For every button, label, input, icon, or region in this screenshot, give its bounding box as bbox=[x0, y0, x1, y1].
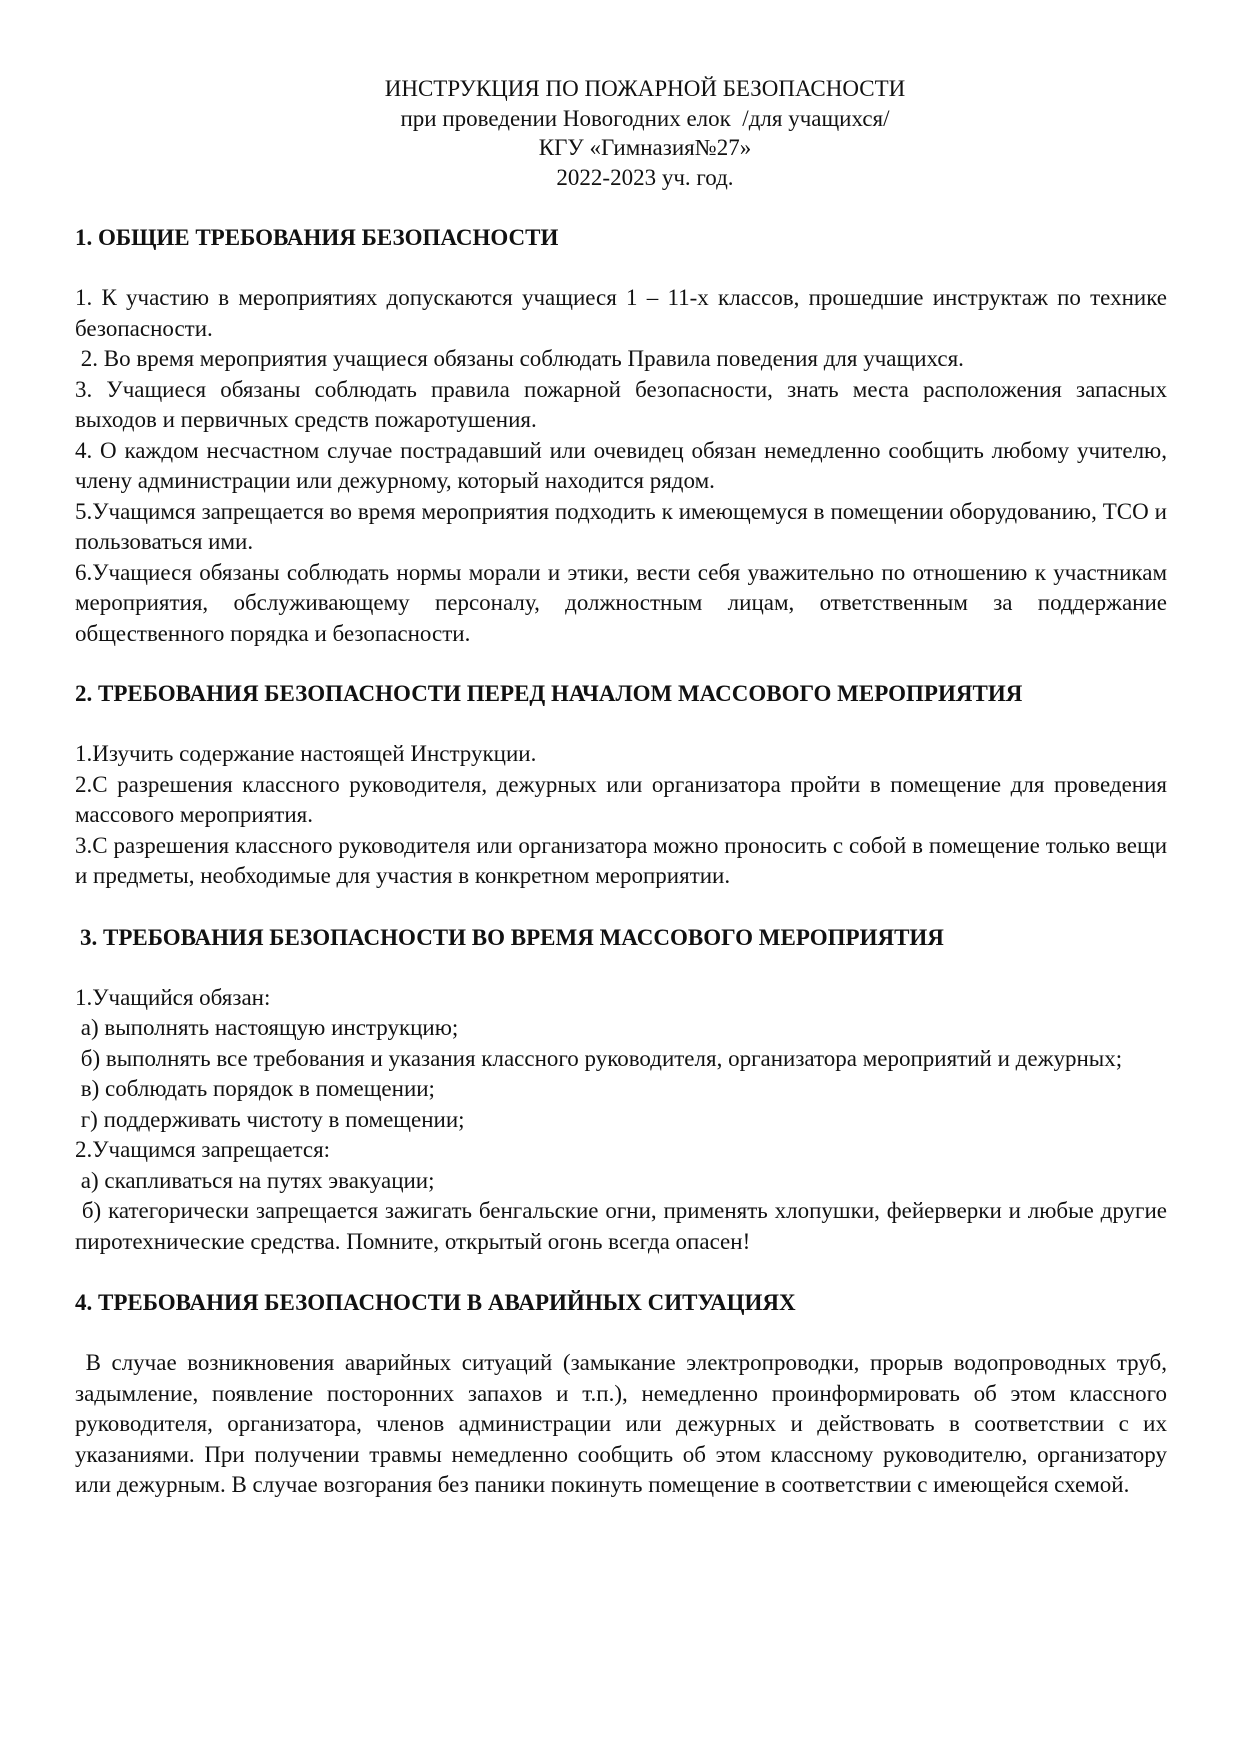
section-1-item: 5.Учащимся запрещается во время мероприятия подходить к имеющемуся в помещении оборудованию, ТСО и пользоваться ими. bbox=[75, 498, 1167, 554]
section-1-item: 1. К участию в мероприятиях допускаются учащиеся 1 – 11-х классов, прошедшие инструктаж по технике безопасности. bbox=[75, 285, 1167, 341]
section-3-item: г) поддерживать чистоту в помещении; bbox=[75, 1106, 465, 1132]
section-1-body bbox=[75, 283, 1167, 649]
section-3-item: а) скапливаться на путях эвакуации; bbox=[75, 1167, 435, 1193]
section-3-heading: 3. ТРЕБОВАНИЯ БЕЗОПАСНОСТИ ВО ВРЕМЯ МАССОВОГО МЕРОПРИЯТИЯ bbox=[80, 924, 944, 950]
section-2-item: 2.С разрешения классного руководителя, дежурных или организатора пройти в помещение для проведения массового мероприятия. bbox=[75, 771, 1167, 827]
section-4-heading: 4. ТРЕБОВАНИЯ БЕЗОПАСНОСТИ В АВАРИЙНЫХ СИТУАЦИЯХ bbox=[75, 1290, 796, 1315]
section-1-item: 2. Во время мероприятия учащиеся обязаны соблюдать Правила поведения для учащихся. bbox=[75, 346, 964, 371]
section-2-item: 3.С разрешения классного руководителя или организатора можно проносить с собой в помещение только вещи и предметы, необходимые для участия в конкретном мероприятии. bbox=[75, 832, 1167, 888]
document-header bbox=[123, 74, 1167, 192]
section-1-heading: 1. ОБЩИЕ ТРЕБОВАНИЯ БЕЗОПАСНОСТИ bbox=[75, 225, 559, 250]
section-4-item: В случае возникновения аварийных ситуаций (замыкание электропроводки, прорыв водопроводных труб, задымление, появление посторонних запахов и т.п.), немедленно проинформировать об этом классного руководителя, организатора, членов администрации или дежурных и действовать в соответствии с их указаниями. При получении травмы немедленно сообщить об этом классному руководителю, организатору или дежурным. В случае возгорания без паники покинуть помещение в соответствии с имеющейся схемой. bbox=[75, 1350, 1173, 1497]
academic-year: 2022-2023 уч. год. bbox=[556, 164, 734, 190]
section-2-heading: 2. ТРЕБОВАНИЯ БЕЗОПАСНОСТИ ПЕРЕД НАЧАЛОМ МАССОВОГО МЕРОПРИЯТИЯ bbox=[75, 681, 1023, 706]
section-3-item: а) выполнять настоящую инструкцию; bbox=[75, 1015, 459, 1040]
school-name: КГУ «Гимназия№27» bbox=[538, 135, 752, 160]
section-3-item: б) выполнять все требования и указания классного руководителя, организатора мероприятий и дежурных; bbox=[75, 1045, 1123, 1071]
section-1-item: 6.Учащиеся обязаны соблюдать нормы морали и этики, вести себя уважительно по отношению к участникам мероприятия, обслуживающему персоналу, должностным лицам, ответственным за поддержание общественного порядка и безопасности. bbox=[75, 559, 1167, 646]
section-2-item: 1.Изучить содержание настоящей Инструкции. bbox=[75, 741, 537, 766]
section-3-item: в) соблюдать порядок в помещении; bbox=[75, 1076, 435, 1101]
document-page bbox=[75, 74, 1173, 1501]
document-subtitle: при проведении Новогодних елок /для учащихся/ bbox=[400, 105, 890, 131]
section-1-item: 3. Учащиеся обязаны соблюдать правила пожарной безопасности, знать места расположения запасных выходов и первичных средств пожаротушения. bbox=[75, 376, 1167, 432]
document-title: ИНСТРУКЦИЯ ПО ПОЖАРНОЙ БЕЗОПАСНОСТИ bbox=[384, 76, 906, 101]
section-3-item: б) категорически запрещается зажигать бенгальские огни, применять хлопушки, фейерверки и любые другие пиротехнические средства. Помните, открытый огонь всегда опасен! bbox=[75, 1198, 1173, 1254]
section-2-body bbox=[75, 739, 1167, 892]
section-3-body bbox=[75, 983, 1173, 1258]
section-3-item: 1.Учащийся обязан: bbox=[75, 984, 271, 1010]
section-4-body bbox=[75, 1348, 1173, 1501]
section-3-item: 2.Учащимся запрещается: bbox=[75, 1137, 331, 1162]
section-1-item: 4. О каждом несчастном случае пострадавший или очевидец обязан немедленно сообщить любому учителю, члену администрации или дежурному, который находится рядом. bbox=[75, 437, 1167, 493]
